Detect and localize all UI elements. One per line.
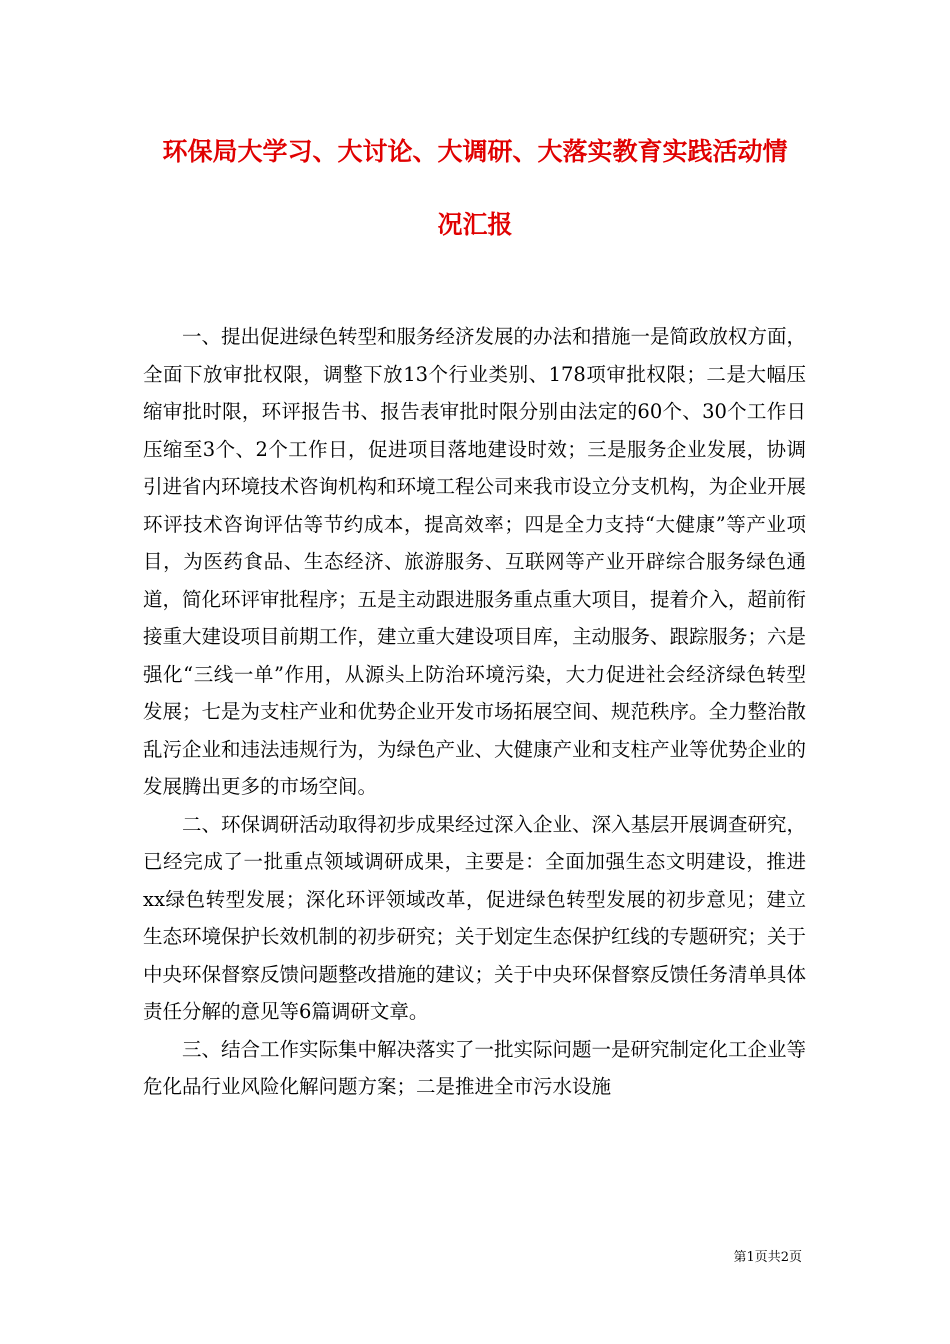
document-title-line1: 环保局大学习、大讨论、大调研、大落实教育实践活动情	[162, 137, 788, 166]
paragraph-2: 二、环保调研活动取得初步成果经过深入企业、深入基层开展调查研究，已经完成了一批重点领域调研成果，主要是：全面加强生态文明建设，推进xx绿色转型发展；深化环评领域改革，促进绿色转型发展的初步意见；建立生态环境保护长效机制的初步研究；关于划定生态保护红线的专题研究；关于中央环保督察反馈问题整改措施的建议；关于中央环保督察反馈任务清单具体责任分解的意见等6篇调研文章。	[143, 812, 807, 1023]
document-body	[143, 318, 806, 1106]
paragraph-3: 三、结合工作实际集中解决落实了一批实际问题一是研究制定化工企业等危化品行业风险化解问题方案；二是推进全市污水设施	[143, 1037, 807, 1098]
paragraph-1: 一、提出促进绿色转型和服务经济发展的办法和措施一是简政放权方面，全面下放审批权限，调整下放13个行业类别、178项审批权限；二是大幅压缩审批时限，环评报告书、报告表审批时限分别由法定的60个、30个工作日压缩至3个、2个工作日，促进项目落地建设时效；三是服务企业发展，协调引进省内环境技术咨询机构和环境工程公司来我市设立分支机构，为企业开展环评技术咨询评估等节约成本，提高效率；四是全力支持“大健康”等产业项目，为医药食品、生态经济、旅游服务、互联网等产业开辟综合服务绿色通道，简化环评审批程序；五是主动跟进服务重点重大项目，提着介入，超前衔接重大建设项目前期工作，建立重大建设项目库，主动服务、跟踪服务；六是强化“三线一单”作用，从源头上防治环境污染，大力促进社会经济绿色转型发展；七是为支柱产业和优势企业开发市场拓展空间、规范秩序。全力整治散乱污企业和违法违规行为，为绿色产业、大健康产业和支柱产业等优势企业的发展腾出更多的市场空间。	[143, 325, 807, 798]
page-number-footer: 第1页共2页	[733, 1250, 802, 1265]
document-title-line2: 况汇报	[437, 210, 513, 239]
